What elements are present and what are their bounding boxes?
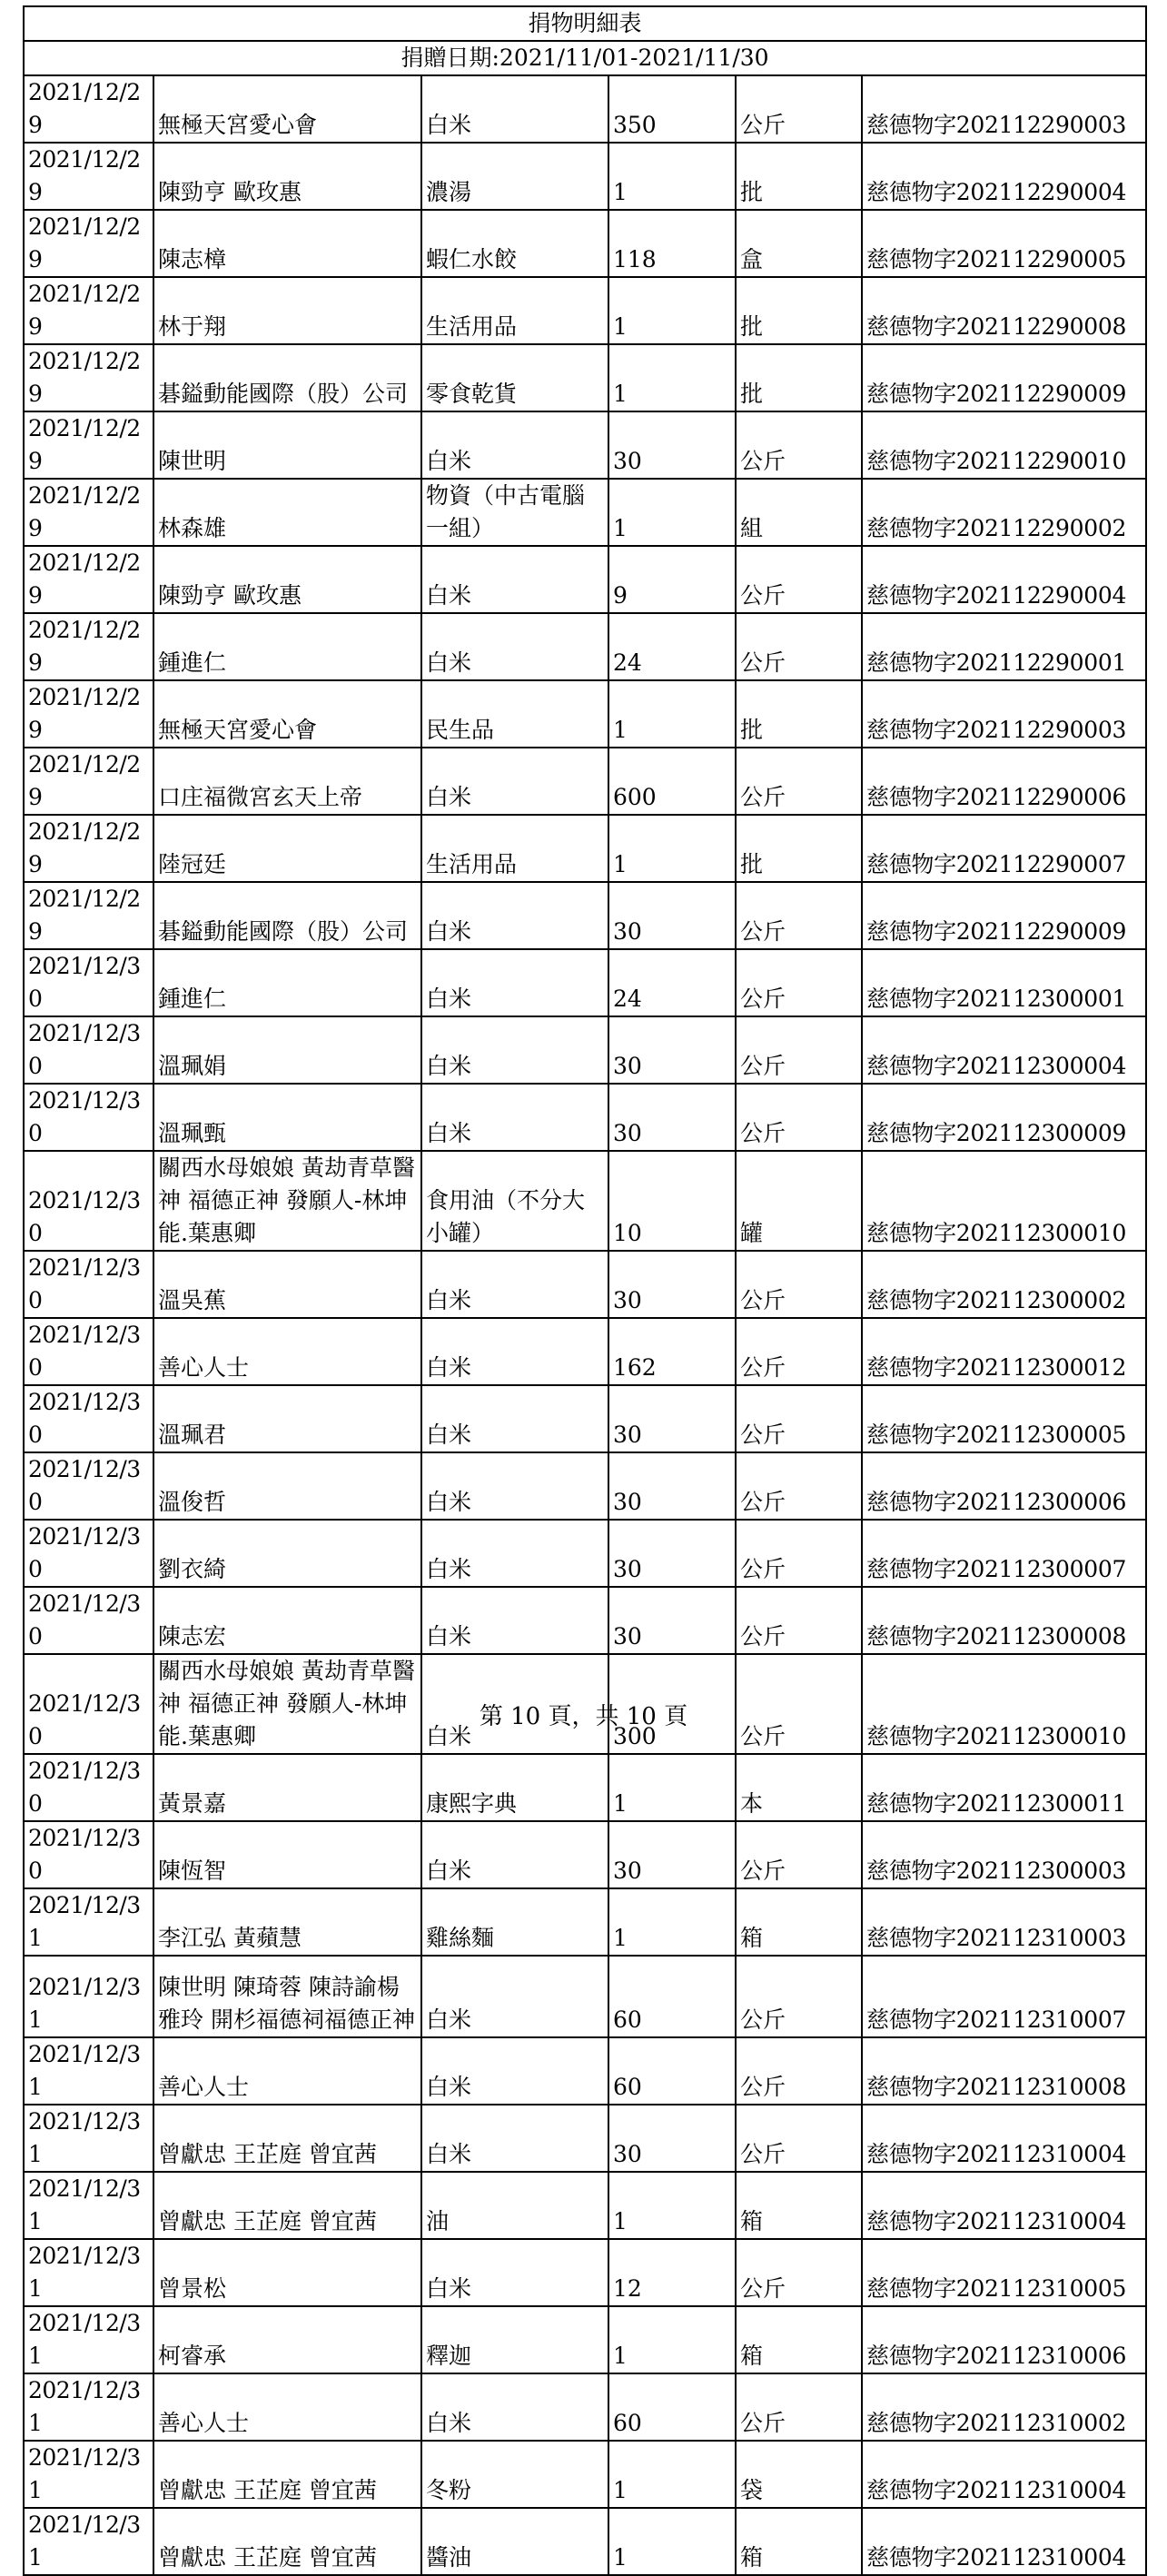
table-row (24, 1520, 1146, 1587)
table-cell-item: 白米 (421, 1452, 608, 1520)
table-cell-record: 慈德物字202112300001 (862, 949, 1146, 1016)
table-row (24, 277, 1146, 344)
table-cell-donor: 溫珮娟 (153, 1016, 421, 1084)
table-cell-record: 慈德物字202112300004 (862, 1016, 1146, 1084)
table-cell-date: 2021/12/31 (24, 2373, 153, 2441)
table-cell-donor: 劉衣綺 (153, 1520, 421, 1587)
table-cell-record: 慈德物字202112310006 (862, 2306, 1146, 2373)
table-cell-unit: 批 (736, 680, 862, 748)
table-cell-date: 2021/12/29 (24, 479, 153, 546)
table-cell-qty: 30 (608, 1587, 736, 1654)
table-row (24, 1888, 1146, 1956)
table-cell-donor: 曾獻忠 王芷庭 曾宜茜 (153, 2172, 421, 2239)
table-cell-item: 白米 (421, 411, 608, 479)
table-cell-qty: 300 (608, 1654, 736, 1754)
table-cell-record: 慈德物字202112290001 (862, 613, 1146, 680)
table-cell-record: 慈德物字202112290004 (862, 546, 1146, 613)
table-cell-date: 2021/12/31 (24, 2239, 153, 2306)
table-cell-record: 慈德物字202112290006 (862, 748, 1146, 815)
table-cell-item: 白米 (421, 748, 608, 815)
table-cell-record: 慈德物字202112290003 (862, 680, 1146, 748)
table-cell-date: 2021/12/30 (24, 1318, 153, 1385)
table-cell-qty: 30 (608, 882, 736, 949)
table-cell-date: 2021/12/29 (24, 344, 153, 411)
table-cell-item: 民生品 (421, 680, 608, 748)
table-row (24, 210, 1146, 277)
table-cell-unit: 公斤 (736, 1821, 862, 1888)
table-cell-date: 2021/12/30 (24, 1251, 153, 1318)
table-cell-qty: 350 (608, 75, 736, 143)
table-row (24, 613, 1146, 680)
table-cell-donor: 曾獻忠 王芷庭 曾宜茜 (153, 2105, 421, 2172)
table-cell-unit: 公斤 (736, 1016, 862, 1084)
table-row (24, 411, 1146, 479)
table-cell-qty: 118 (608, 210, 736, 277)
table-cell-record: 慈德物字202112290002 (862, 479, 1146, 546)
table-row (24, 815, 1146, 882)
table-row (24, 2037, 1146, 2105)
table-cell-date: 2021/12/30 (24, 1587, 153, 1654)
table-cell-record: 慈德物字202112290007 (862, 815, 1146, 882)
table-cell-donor: 陳志宏 (153, 1587, 421, 1654)
table-cell-qty: 30 (608, 1016, 736, 1084)
table-cell-donor: 鍾進仁 (153, 613, 421, 680)
table-cell-unit: 公斤 (736, 748, 862, 815)
table-cell-item: 醬油 (421, 2508, 608, 2575)
table-cell-donor: 林于翔 (153, 277, 421, 344)
table-cell-unit: 盒 (736, 210, 862, 277)
table-cell-donor: 碁鎰動能國際（股）公司 (153, 882, 421, 949)
table-cell-qty: 1 (608, 479, 736, 546)
table-cell-qty: 162 (608, 1318, 736, 1385)
table-cell-item: 生活用品 (421, 277, 608, 344)
table-row (24, 949, 1146, 1016)
table-cell-date: 2021/12/30 (24, 949, 153, 1016)
table-cell-date: 2021/12/30 (24, 1654, 153, 1754)
table-cell-qty: 60 (608, 1956, 736, 2037)
table-cell-item: 白米 (421, 1251, 608, 1318)
table-cell-date: 2021/12/31 (24, 2172, 153, 2239)
table-cell-date: 2021/12/29 (24, 613, 153, 680)
table-cell-item: 白米 (421, 546, 608, 613)
table-cell-unit: 本 (736, 1754, 862, 1821)
table-cell-unit: 箱 (736, 2306, 862, 2373)
table-cell-donor: 鍾進仁 (153, 949, 421, 1016)
table-cell-qty: 30 (608, 2105, 736, 2172)
table-cell-item: 白米 (421, 1016, 608, 1084)
table-cell-qty: 24 (608, 613, 736, 680)
table-cell-unit: 公斤 (736, 882, 862, 949)
table-cell-donor: 林森雄 (153, 479, 421, 546)
table-cell-item: 白米 (421, 949, 608, 1016)
table-cell-unit: 公斤 (736, 1956, 862, 2037)
table-cell-date: 2021/12/30 (24, 1754, 153, 1821)
table-cell-item: 白米 (421, 2105, 608, 2172)
table-row (24, 2239, 1146, 2306)
table-cell-donor: 口庄福微宮玄天上帝 (153, 748, 421, 815)
table-cell-record: 慈德物字202112290010 (862, 411, 1146, 479)
table-cell-unit: 公斤 (736, 949, 862, 1016)
table-cell-unit: 箱 (736, 2508, 862, 2575)
table-cell-date: 2021/12/29 (24, 546, 153, 613)
table-cell-record: 慈德物字202112310007 (862, 1956, 1146, 2037)
table-cell-donor: 碁鎰動能國際（股）公司 (153, 344, 421, 411)
table-cell-qty: 1 (608, 1888, 736, 1956)
table-cell-record: 慈德物字202112310002 (862, 2373, 1146, 2441)
table-row (24, 1385, 1146, 1452)
table-cell-record: 慈德物字202112300009 (862, 1084, 1146, 1151)
table-cell-record: 慈德物字202112300010 (862, 1654, 1146, 1754)
table-cell-unit: 公斤 (736, 613, 862, 680)
table-cell-donor: 陳恆智 (153, 1821, 421, 1888)
table-cell-item: 零食乾貨 (421, 344, 608, 411)
table-cell-unit: 公斤 (736, 1385, 862, 1452)
table-cell-unit: 公斤 (736, 1452, 862, 1520)
table-cell-record: 慈德物字202112310004 (862, 2105, 1146, 2172)
table-cell-record: 慈德物字202112290009 (862, 344, 1146, 411)
table-cell-date: 2021/12/31 (24, 2441, 153, 2508)
table-cell-donor: 曾獻忠 王芷庭 曾宜茜 (153, 2441, 421, 2508)
table-cell-date: 2021/12/29 (24, 411, 153, 479)
table-cell-unit: 公斤 (736, 2239, 862, 2306)
table-cell-unit: 公斤 (736, 1251, 862, 1318)
table-cell-qty: 1 (608, 815, 736, 882)
table-cell-qty: 12 (608, 2239, 736, 2306)
table-row (24, 143, 1146, 210)
table-cell-record: 慈德物字202112300010 (862, 1151, 1146, 1251)
page-footer: 第 10 頁，共 10 頁 (479, 1703, 688, 1730)
date-range: 捐贈日期:2021/11/01-2021/11/30 (24, 41, 1146, 75)
table-cell-unit: 公斤 (736, 2037, 862, 2105)
table-cell-item: 白米 (421, 1385, 608, 1452)
table-cell-qty: 1 (608, 344, 736, 411)
table-cell-date: 2021/12/30 (24, 1821, 153, 1888)
table-cell-date: 2021/12/29 (24, 748, 153, 815)
table-title: 捐物明細表 (24, 6, 1146, 41)
table-row (24, 748, 1146, 815)
table-cell-record: 慈德物字202112300005 (862, 1385, 1146, 1452)
table-row (24, 1318, 1146, 1385)
table-cell-record: 慈德物字202112310005 (862, 2239, 1146, 2306)
table-cell-record: 慈德物字202112290005 (862, 210, 1146, 277)
table-cell-date: 2021/12/30 (24, 1452, 153, 1520)
table-cell-unit: 批 (736, 277, 862, 344)
table-row (24, 2105, 1146, 2172)
table-cell-qty: 30 (608, 411, 736, 479)
table-cell-item: 油 (421, 2172, 608, 2239)
table-row (24, 1251, 1146, 1318)
table-cell-item: 白米 (421, 1084, 608, 1151)
table-row (24, 2172, 1146, 2239)
table-cell-item: 物資（中古電腦一組） (421, 479, 608, 546)
table-cell-record: 慈德物字202112290004 (862, 143, 1146, 210)
table-cell-record: 慈德物字202112310004 (862, 2441, 1146, 2508)
table-cell-item: 白米 (421, 1956, 608, 2037)
table-cell-item: 蝦仁水餃 (421, 210, 608, 277)
table-cell-date: 2021/12/29 (24, 210, 153, 277)
table-cell-donor: 溫珮君 (153, 1385, 421, 1452)
table-cell-donor: 關西水母娘娘 黃劫青草醫神 福德正神 發願人-林坤能.葉惠卿 (153, 1654, 421, 1754)
table-body (24, 75, 1146, 2575)
table-row (24, 479, 1146, 546)
table-cell-qty: 30 (608, 1084, 736, 1151)
table-cell-unit: 公斤 (736, 1520, 862, 1587)
table-cell-qty: 30 (608, 1385, 736, 1452)
table-cell-record: 慈德物字202112300002 (862, 1251, 1146, 1318)
table-cell-donor: 陳勁亨 歐玫惠 (153, 143, 421, 210)
table-row (24, 2508, 1146, 2575)
table-cell-record: 慈德物字202112300007 (862, 1520, 1146, 1587)
table-row (24, 546, 1146, 613)
table-cell-unit: 公斤 (736, 546, 862, 613)
table-cell-item: 冬粉 (421, 2441, 608, 2508)
table-cell-date: 2021/12/31 (24, 2508, 153, 2575)
table-cell-qty: 600 (608, 748, 736, 815)
table-cell-item: 雞絲麵 (421, 1888, 608, 1956)
table-cell-unit: 公斤 (736, 2105, 862, 2172)
table-cell-donor: 陳志樟 (153, 210, 421, 277)
table-cell-unit: 公斤 (736, 1318, 862, 1385)
table-cell-donor: 善心人士 (153, 1318, 421, 1385)
table-cell-date: 2021/12/30 (24, 1016, 153, 1084)
table-cell-donor: 曾景松 (153, 2239, 421, 2306)
table-cell-donor: 陳世明 陳琦蓉 陳詩諭楊雅玲 開杉福德祠福德正神 (153, 1956, 421, 2037)
table-cell-item: 食用油（不分大小罐） (421, 1151, 608, 1251)
table-cell-qty: 1 (608, 2172, 736, 2239)
table-cell-date: 2021/12/31 (24, 2037, 153, 2105)
table-cell-donor: 溫珮甄 (153, 1084, 421, 1151)
table-cell-qty: 1 (608, 680, 736, 748)
table-row (24, 1016, 1146, 1084)
table-cell-qty: 1 (608, 2441, 736, 2508)
table-cell-item: 白米 (421, 1654, 608, 1754)
table-cell-record: 慈德物字202112310004 (862, 2508, 1146, 2575)
table-row (24, 1821, 1146, 1888)
table-cell-item: 濃湯 (421, 143, 608, 210)
table-cell-qty: 60 (608, 2037, 736, 2105)
table-row (24, 882, 1146, 949)
table-cell-record: 慈德物字202112310003 (862, 1888, 1146, 1956)
table-cell-donor: 柯睿承 (153, 2306, 421, 2373)
table-cell-donor: 曾獻忠 王芷庭 曾宜茜 (153, 2508, 421, 2575)
table-cell-donor: 陳世明 (153, 411, 421, 479)
table-cell-record: 慈德物字202112300006 (862, 1452, 1146, 1520)
table-cell-date: 2021/12/31 (24, 2105, 153, 2172)
table-cell-qty: 1 (608, 143, 736, 210)
table-cell-date: 2021/12/29 (24, 277, 153, 344)
table-cell-unit: 箱 (736, 1888, 862, 1956)
table-cell-record: 慈德物字202112300012 (862, 1318, 1146, 1385)
table-cell-record: 慈德物字202112310004 (862, 2172, 1146, 2239)
table-cell-item: 白米 (421, 2037, 608, 2105)
table-cell-qty: 1 (608, 2508, 736, 2575)
table-row (24, 344, 1146, 411)
table-row (24, 75, 1146, 143)
table-cell-unit: 罐 (736, 1151, 862, 1251)
donation-table (23, 5, 1147, 2576)
table-cell-item: 康熙字典 (421, 1754, 608, 1821)
table-cell-date: 2021/12/29 (24, 680, 153, 748)
table-cell-item: 白米 (421, 882, 608, 949)
table-cell-unit: 公斤 (736, 2373, 862, 2441)
table-cell-date: 2021/12/30 (24, 1385, 153, 1452)
table-cell-record: 慈德物字202112300011 (862, 1754, 1146, 1821)
table-cell-unit: 公斤 (736, 1084, 862, 1151)
table-cell-qty: 1 (608, 277, 736, 344)
table-cell-donor: 黃景嘉 (153, 1754, 421, 1821)
table-cell-date: 2021/12/29 (24, 75, 153, 143)
table-cell-date: 2021/12/30 (24, 1084, 153, 1151)
table-cell-date: 2021/12/29 (24, 882, 153, 949)
table-cell-record: 慈德物字202112300003 (862, 1821, 1146, 1888)
table-cell-unit: 袋 (736, 2441, 862, 2508)
table-cell-item: 白米 (421, 2373, 608, 2441)
table-cell-donor: 善心人士 (153, 2373, 421, 2441)
table-cell-donor: 無極天宮愛心會 (153, 75, 421, 143)
table-row (24, 1754, 1146, 1821)
table-cell-record: 慈德物字202112290008 (862, 277, 1146, 344)
table-cell-date: 2021/12/31 (24, 2306, 153, 2373)
table-cell-unit: 組 (736, 479, 862, 546)
table-cell-unit: 批 (736, 344, 862, 411)
table-cell-donor: 陸冠廷 (153, 815, 421, 882)
table-cell-item: 白米 (421, 613, 608, 680)
table-row (24, 2373, 1146, 2441)
table-cell-unit: 批 (736, 143, 862, 210)
table-cell-record: 慈德物字202112300008 (862, 1587, 1146, 1654)
table-cell-qty: 30 (608, 1452, 736, 1520)
table-cell-date: 2021/12/30 (24, 1151, 153, 1251)
table-cell-donor: 溫吳蕉 (153, 1251, 421, 1318)
table-cell-record: 慈德物字202112290009 (862, 882, 1146, 949)
table-cell-donor: 無極天宮愛心會 (153, 680, 421, 748)
table-cell-unit: 批 (736, 815, 862, 882)
table-cell-item: 白米 (421, 1821, 608, 1888)
table-cell-unit: 公斤 (736, 1654, 862, 1754)
table-cell-donor: 陳勁亨 歐玫惠 (153, 546, 421, 613)
table-row (24, 1587, 1146, 1654)
table-cell-qty: 10 (608, 1151, 736, 1251)
table-cell-qty: 1 (608, 2306, 736, 2373)
table-row (24, 1956, 1146, 2037)
table-row (24, 2306, 1146, 2373)
table-cell-unit: 公斤 (736, 75, 862, 143)
table-cell-date: 2021/12/29 (24, 143, 153, 210)
table-cell-item: 白米 (421, 75, 608, 143)
table-cell-qty: 24 (608, 949, 736, 1016)
table-row (24, 1452, 1146, 1520)
table-cell-date: 2021/12/31 (24, 1888, 153, 1956)
table-cell-donor: 溫俊哲 (153, 1452, 421, 1520)
table-cell-donor: 關西水母娘娘 黃劫青草醫神 福德正神 發願人-林坤能.葉惠卿 (153, 1151, 421, 1251)
table-cell-record: 慈德物字202112310008 (862, 2037, 1146, 2105)
table-cell-item: 白米 (421, 1318, 608, 1385)
table-cell-qty: 30 (608, 1821, 736, 1888)
table-cell-item: 釋迦 (421, 2306, 608, 2373)
table-row (24, 1151, 1146, 1251)
table-cell-donor: 李江弘 黃蘋慧 (153, 1888, 421, 1956)
table-row (24, 680, 1146, 748)
table-cell-qty: 30 (608, 1520, 736, 1587)
table-cell-item: 生活用品 (421, 815, 608, 882)
table-cell-item: 白米 (421, 1587, 608, 1654)
table-row (24, 1084, 1146, 1151)
table-row (24, 2441, 1146, 2508)
table-cell-unit: 箱 (736, 2172, 862, 2239)
table-cell-date: 2021/12/29 (24, 815, 153, 882)
table-cell-item: 白米 (421, 1520, 608, 1587)
table-cell-item: 白米 (421, 2239, 608, 2306)
table-cell-unit: 公斤 (736, 1587, 862, 1654)
table-cell-qty: 1 (608, 1754, 736, 1821)
table-cell-qty: 60 (608, 2373, 736, 2441)
table-cell-qty: 30 (608, 1251, 736, 1318)
table-cell-unit: 公斤 (736, 411, 862, 479)
table-cell-record: 慈德物字202112290003 (862, 75, 1146, 143)
table-cell-date: 2021/12/30 (24, 1520, 153, 1587)
table-cell-qty: 9 (608, 546, 736, 613)
table-cell-donor: 善心人士 (153, 2037, 421, 2105)
table-cell-date: 2021/12/31 (24, 1956, 153, 2037)
